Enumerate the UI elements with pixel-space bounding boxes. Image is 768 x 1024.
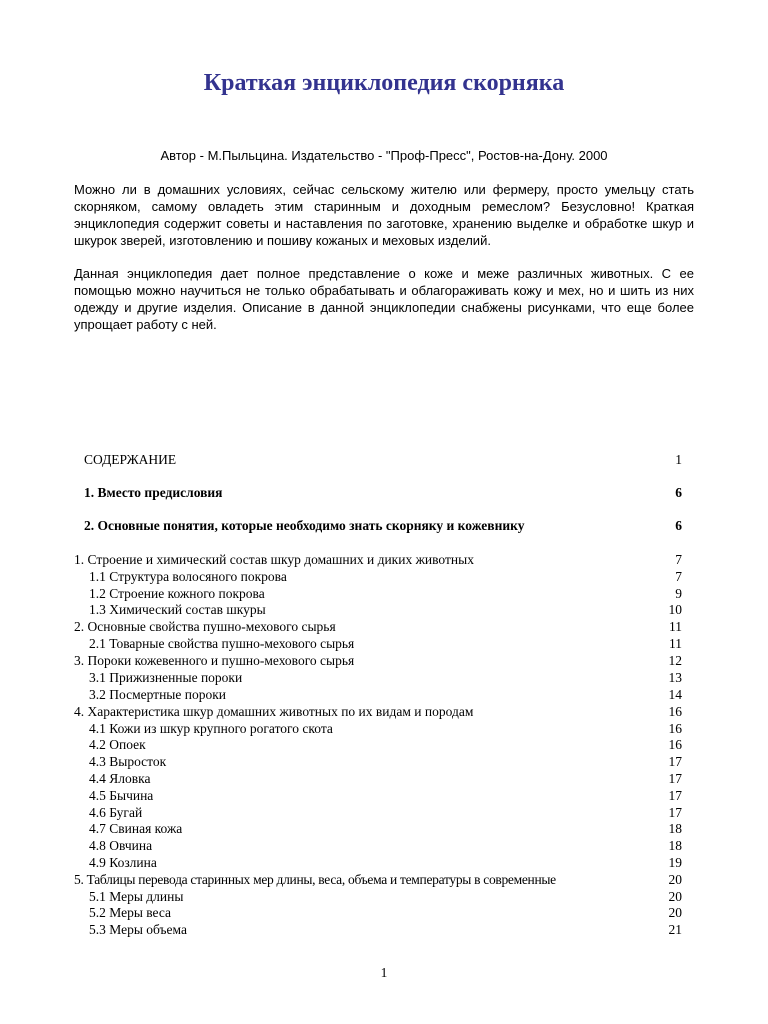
toc-entry[interactable] [0,854,768,871]
toc-entry-title: 4.6 Бугай [89,805,143,820]
toc-entry[interactable] [0,904,768,921]
toc-entry[interactable] [0,770,768,787]
document-title: Краткая энциклопедия скорняка [203,70,565,96]
toc-entry-title: 4.8 Овчина [89,838,153,853]
toc-entry-page: 6 [675,518,682,533]
toc-entry-page: 9 [675,586,682,601]
toc-entry-title: 3. Пороки кожевенного и пушно-мехового сырья [74,653,355,668]
toc-entry-page: 16 [668,737,682,752]
toc-entry[interactable] [0,686,768,703]
toc-entry-title: 2. Основные свойства пушно-мехового сырья [74,619,336,634]
toc-entry[interactable] [0,568,768,585]
toc-entry-page: 17 [668,771,682,786]
toc-entry[interactable] [0,585,768,602]
toc-entry-title: 2. Основные понятия, которые необходимо знать скорняку и кожевнику [84,518,525,533]
toc-entry-page: 17 [668,788,682,803]
toc-entry-title: 5.2 Меры веса [89,905,172,920]
toc-entry[interactable] [0,635,768,652]
toc-entry[interactable] [0,652,768,669]
toc-entry-page: 10 [668,602,682,617]
toc-entry-page: 20 [668,905,682,920]
toc-header-page: 1 [675,452,682,467]
toc-entry-page: 17 [668,805,682,820]
toc-entry-page: 21 [668,922,682,937]
toc-entry-title: 1.3 Химический состав шкуры [89,602,266,617]
toc-entry-page: 16 [668,721,682,736]
toc-entry-title: 4.4 Яловка [89,771,151,786]
toc-entry[interactable] [0,837,768,854]
toc-bold-entry[interactable] [0,484,768,501]
toc-entry-page: 14 [668,687,682,702]
author-line: Автор - М.Пыльцина. Издательство - "Проф-Пресс", Ростов-на-Дону. 2000 [160,148,608,163]
toc-entry[interactable] [0,618,768,635]
toc-entry-title: 5. Таблицы перевода старинных мер длины, веса, объема и температуры в современные [74,872,556,887]
toc-bold-entry[interactable] [0,517,768,534]
toc-entry-title: 5.1 Меры длины [89,889,184,904]
description-paragraph: Данная энциклопедия дает полное представление о коже и меже различных животных. С ее помощью можно научиться не только обрабатывать и облагораживать кожу и мех, но и шить из них одежду и другие изделия. Описание в данной энциклопедии снабжены рисунками, что еще более упрощает работу с ней. [74,266,694,332]
toc-entry-title: 1. Строение и химический состав шкур домашних и диких животных [74,552,474,567]
toc-entry[interactable] [0,804,768,821]
toc-entry[interactable] [0,888,768,905]
toc-header [0,451,768,468]
toc-entry-title: 4.9 Козлина [89,855,157,870]
toc-entry-title: 4.3 Выросток [89,754,167,769]
toc-entry-page: 20 [668,889,682,904]
toc-entry[interactable] [0,601,768,618]
toc-entry-page: 17 [668,754,682,769]
toc-entry[interactable] [0,703,768,720]
toc-entry-page: 18 [668,821,682,836]
toc-entry-title: 2.1 Товарные свойства пушно-мехового сырья [89,636,355,651]
toc-entry-page: 18 [668,838,682,853]
toc-entry-title: 3.2 Посмертные пороки [89,687,227,702]
toc-entry[interactable] [0,871,768,888]
toc-entry-title: 5.3 Меры объема [89,922,187,937]
toc-entry[interactable] [0,787,768,804]
toc-entry-title: 1.1 Структура волосяного покрова [89,569,287,584]
toc-entry-page: 6 [675,485,682,500]
toc-entry-page: 7 [675,552,682,567]
toc-entry[interactable] [0,551,768,568]
toc-entry-title: 4. Характеристика шкур домашних животных по их видам и породам [74,704,474,719]
toc-entry-title: 4.5 Бычина [89,788,154,803]
intro-paragraph: Можно ли в домашних условиях, сейчас сельскому жителю или фермеру, просто умельцу стать скорняком, самому овладеть этим старинным и доходным ремеслом? Безусловно! Краткая энциклопедия содержит советы и наставления по заготовке, хранению выделке и обработке шкур и шкурок зверей, изготовлению и пошиву кожаных и меховых изделий. [74,182,694,248]
toc-entry[interactable] [0,753,768,770]
toc-entry-page: 13 [668,670,682,685]
page-number: 1 [380,965,388,980]
toc-entry-title: 4.7 Свиная кожа [89,821,183,836]
toc-entry-page: 16 [668,704,682,719]
toc-entry-page: 20 [668,872,682,887]
toc-header-title: СОДЕРЖАНИЕ [84,452,177,467]
toc-entry[interactable] [0,669,768,686]
toc-entry-page: 11 [669,619,682,634]
toc-entry[interactable] [0,921,768,938]
toc-entry-page: 11 [669,636,682,651]
toc-entry-title: 1. Вместо предисловия [84,485,223,500]
toc-entry-page: 19 [668,855,682,870]
toc-entry-title: 1.2 Строение кожного покрова [89,586,265,601]
toc-entry-title: 4.2 Опоек [89,737,146,752]
toc-entry-title: 4.1 Кожи из шкур крупного рогатого скота [89,721,333,736]
toc-entry-title: 3.1 Прижизненные пороки [89,670,243,685]
toc-entry-page: 12 [668,653,682,668]
toc-entry[interactable] [0,820,768,837]
toc-entry[interactable] [0,736,768,753]
toc-entry[interactable] [0,720,768,737]
toc-entry-page: 7 [675,569,682,584]
